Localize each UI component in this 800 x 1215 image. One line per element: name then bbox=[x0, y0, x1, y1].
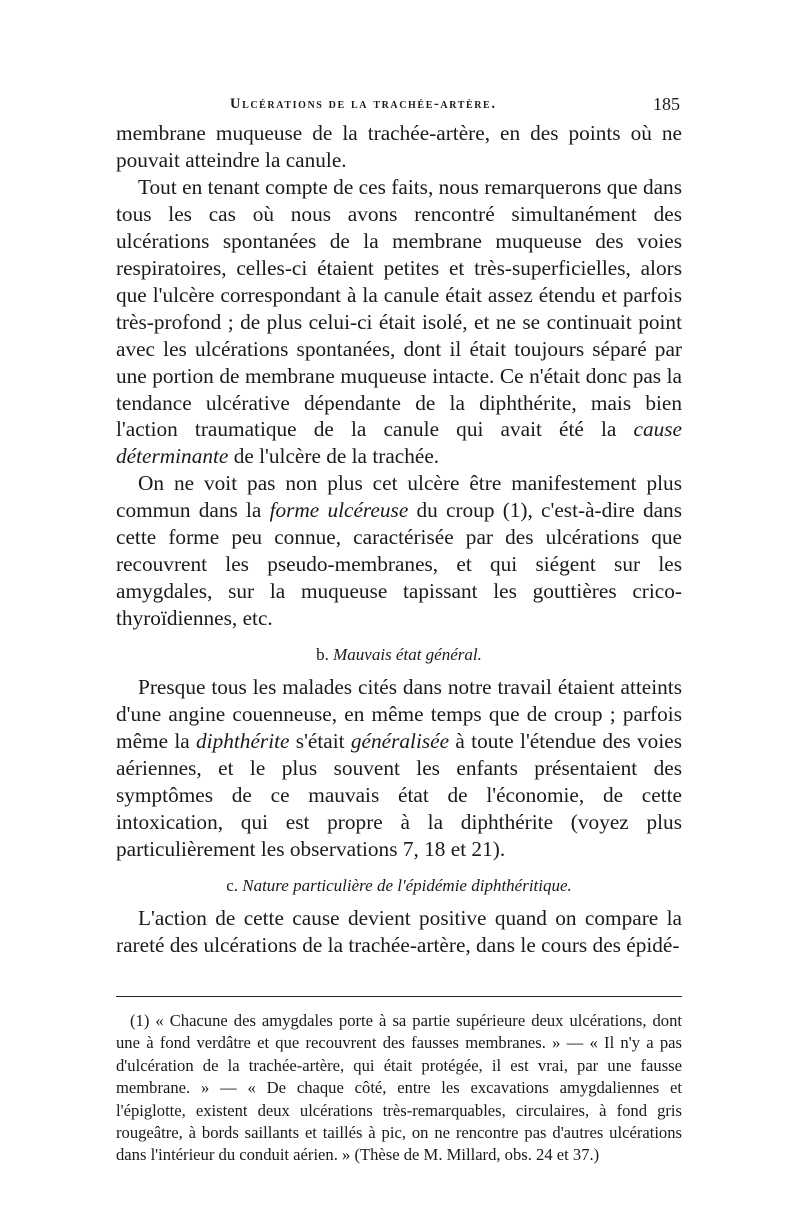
footnote-divider bbox=[116, 996, 682, 997]
page-number: 185 bbox=[653, 94, 680, 114]
section-letter: c. bbox=[226, 875, 238, 895]
paragraph-general-state bbox=[116, 674, 682, 863]
section-heading-c bbox=[116, 873, 682, 899]
paragraph-text: Presque tous les malades cités dans notre travail étaient atteints d'une angine couenneuse, en même temps que de croup ; parfois même la bbox=[116, 675, 682, 754]
paragraph-continued: membrane muqueuse de la trachée-artère, en des points où ne pouvait atteindre la canule. bbox=[116, 121, 682, 172]
running-title: Ulcérations de la trachée-artère. bbox=[230, 96, 497, 112]
paragraph-epidemic-nature: L'action de cette cause devient positive quand on compare la rareté des ulcérations de la trachée-artère, dans le cours des épidé- bbox=[116, 905, 682, 957]
page-header bbox=[116, 94, 682, 120]
section-title: Nature particulière de l'épidémie diphthéritique. bbox=[242, 875, 572, 895]
paragraph-text: du croup (1), c'est-à-dire dans cette forme peu connue, caractérisée par des ulcérations que recouvrent les pseudo-membranes, et qui siégent sur les amygdales, sur la muqueuse tapissant les gouttières crico-thyroïdiennes, etc. bbox=[116, 498, 682, 631]
paragraph-text: de l'ulcère de la trachée. bbox=[228, 444, 440, 469]
section-letter: b. bbox=[316, 645, 329, 665]
paragraph-text: Tout en tenant compte de ces faits, nous remarquerons que dans tous les cas où nous avons rencontré simultanément des ulcérations spontanées de la membrane muqueuse des voies respiratoires, celles-ci étaient petites et très-superficielles, alors que l'ulcère correspondant à la canule était assez étendu et parfois très-profond ; de plus celui-ci était isolé, et ne se continuait point avec les ulcérations spontanées, dont il était toujours séparé par une portion de membrane muqueuse intacte. Ce n'était donc pas la tendance ulcérative dépendante de la diphthérite, mais bien l'action traumatique de la canule qui avait été la bbox=[116, 174, 682, 442]
paragraph-text: s'était bbox=[289, 729, 351, 754]
section-heading-b bbox=[116, 642, 682, 668]
emphasis-text: diphthérite bbox=[196, 729, 290, 754]
emphasis-text: cause déterminante bbox=[116, 417, 682, 469]
paragraph-text: On ne voit pas non plus cet ulcère être manifestement plus commun dans la bbox=[116, 471, 682, 523]
main-text bbox=[116, 120, 682, 959]
emphasis-text: généralisée bbox=[350, 729, 450, 754]
paragraph-text: à toute l'étendue des voies aériennes, et le plus souvent les enfants présentaient des symptômes de ce mauvais état de l'économie, de cette intoxication, qui est propre à la diphthérite (voyez plus particulièrement les observations 7, 18 et 21). bbox=[116, 729, 682, 861]
paragraph-ulcerous-form bbox=[116, 470, 682, 632]
footnote bbox=[116, 1010, 682, 1167]
paragraph-traumatic-cause bbox=[116, 174, 682, 470]
section-title: Mauvais état général. bbox=[333, 645, 482, 665]
emphasis-text: forme ulcéreuse bbox=[269, 498, 409, 523]
footnote-text: (1) « Chacune des amygdales porte à sa partie supérieure deux ulcérations, dont une à fond verdâtre et que recouvrent des fausses membranes. » — « Il n'y a pas d'ulcération de la trachée-artère, qui était protégée, il est vrai, par une fausse membrane. » — « De chaque côté, entre les excavations amygdaliennes et l'épiglotte, existent deux ulcérations très-remarquables, circulaires, à fond gris rougeâtre, à bords saillants et taillés à pic, on ne rencontre pas d'autres ulcérations dans l'intérieur du conduit aérien. » (Thèse de M. Millard, obs. 24 et 37.) bbox=[116, 1011, 682, 1165]
